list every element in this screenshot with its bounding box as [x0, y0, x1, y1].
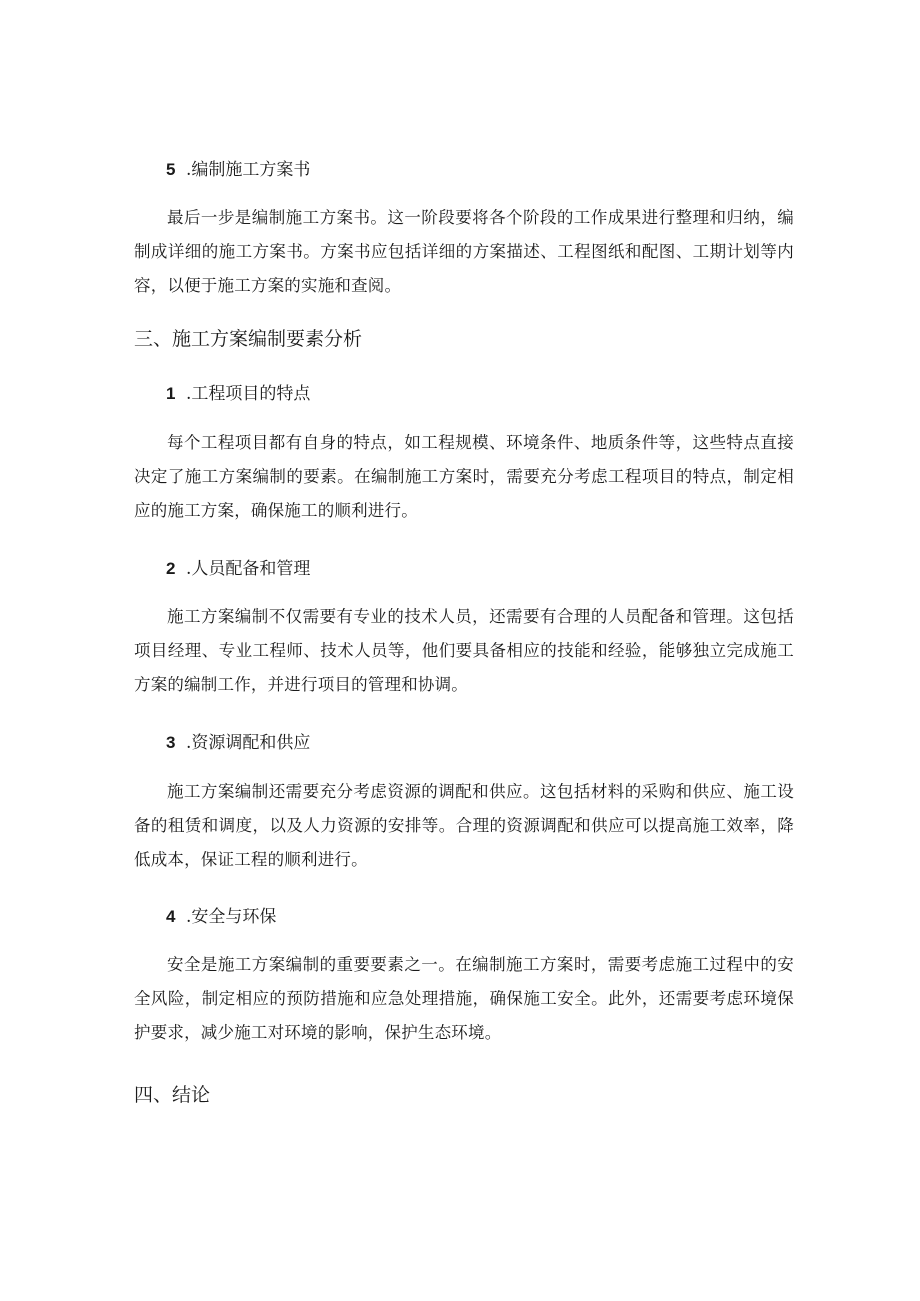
- section-heading-4: 四、结论: [134, 1084, 211, 1106]
- subheading-number: 4: [166, 907, 176, 926]
- paragraph-resources: 施工方案编制还需要充分考虑资源的调配和供应。这包括材料的采购和供应、施工设备的租赁和调度，以及人力资源的安排等。合理的资源调配和供应可以提高施工效率，降低成本，保证工程的顺利进行。: [134, 782, 794, 869]
- paragraph-staffing: 施工方案编制不仅需要有专业的技术人员，还需要有合理的人员配备和管理。这包括项目经理、专业工程师、技术人员等，他们要具备相应的技能和经验，能够独立完成施工方案的编制工作，并进行项目的管理和协调。: [134, 607, 794, 694]
- paragraph-compile-plan: 最后一步是编制施工方案书。这一阶段要将各个阶段的工作成果进行整理和归纳，编制成详细的施工方案书。方案书应包括详细的方案描述、工程图纸和配图、工期计划等内容，以便于施工方案的实施和查阅。: [134, 208, 794, 295]
- subheading-text: .人员配备和管理: [186, 559, 311, 579]
- subheading-number: 2: [166, 559, 176, 578]
- subheading-4: [166, 905, 276, 929]
- paragraph-safety-environment: 安全是施工方案编制的重要要素之一。在编制施工方案时，需要考虑施工过程中的安全风险，制定相应的预防措施和应急处理措施，确保施工安全。此外，还需要考虑环境保护要求，减少施工对环境的影响，保护生态环境。: [134, 955, 794, 1042]
- subheading-5: [166, 158, 310, 182]
- subheading-text: .工程项目的特点: [186, 384, 311, 404]
- subheading-2: [166, 557, 310, 581]
- subheading-number: 3: [166, 733, 176, 752]
- subheading-3: [166, 731, 310, 755]
- section-heading-3: 三、施工方案编制要素分析: [134, 328, 363, 350]
- subheading-text: .资源调配和供应: [186, 733, 311, 753]
- subheading-number: 5: [166, 160, 176, 179]
- subheading-number: 1: [166, 384, 176, 403]
- subheading-text: .编制施工方案书: [186, 160, 311, 180]
- subheading-1: [166, 382, 310, 406]
- paragraph-project-features: 每个工程项目都有自身的特点，如工程规模、环境条件、地质条件等，这些特点直接决定了施工方案编制的要素。在编制施工方案时，需要充分考虑工程项目的特点，制定相应的施工方案，确保施工的顺利进行。: [134, 433, 794, 520]
- subheading-text: .安全与环保: [186, 907, 277, 927]
